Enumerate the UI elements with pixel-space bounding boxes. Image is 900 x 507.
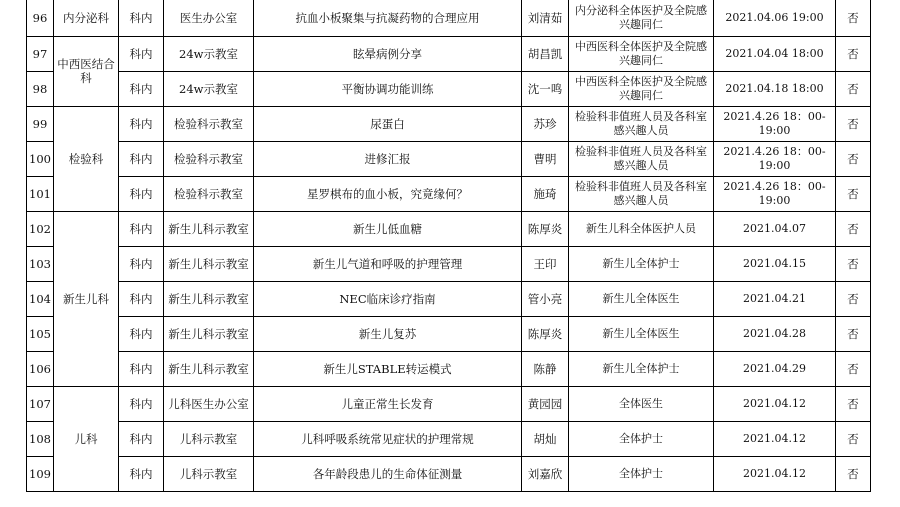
time-cell: 2021.04.04 18:00 bbox=[714, 36, 836, 71]
audience-cell: 检验科非值班人员及各科室感兴趣人员 bbox=[569, 106, 714, 141]
speaker-cell: 管小亮 bbox=[522, 281, 569, 316]
time-cell: 2021.04.18 18:00 bbox=[714, 71, 836, 106]
location-cell: 医生办公室 bbox=[164, 0, 254, 36]
topic-cell: 新生儿低血糖 bbox=[254, 211, 522, 246]
flag-cell: 否 bbox=[836, 176, 871, 211]
table-row bbox=[27, 316, 871, 351]
audience-cell: 新生儿科全体医护人员 bbox=[569, 211, 714, 246]
time-cell: 2021.04.07 bbox=[714, 211, 836, 246]
type-cell: 科内 bbox=[119, 386, 164, 421]
row-number: 107 bbox=[27, 386, 54, 421]
type-cell: 科内 bbox=[119, 246, 164, 281]
speaker-cell: 黄园园 bbox=[522, 386, 569, 421]
department-cell: 儿科 bbox=[54, 386, 119, 491]
topic-cell: 新生儿复苏 bbox=[254, 316, 522, 351]
table-row bbox=[27, 386, 871, 421]
location-cell: 儿科示教室 bbox=[164, 421, 254, 456]
type-cell: 科内 bbox=[119, 211, 164, 246]
time-cell: 2021.04.29 bbox=[714, 351, 836, 386]
audience-cell: 新生儿全体医生 bbox=[569, 316, 714, 351]
table-row bbox=[27, 0, 871, 36]
location-cell: 24w示教室 bbox=[164, 71, 254, 106]
flag-cell: 否 bbox=[836, 106, 871, 141]
time-cell: 2021.04.12 bbox=[714, 456, 836, 491]
row-number: 104 bbox=[27, 281, 54, 316]
speaker-cell: 刘清茹 bbox=[522, 0, 569, 36]
location-cell: 检验科示教室 bbox=[164, 176, 254, 211]
table-row bbox=[27, 351, 871, 386]
topic-cell: 平衡协调功能训练 bbox=[254, 71, 522, 106]
time-cell: 2021.04.06 19:00 bbox=[714, 0, 836, 36]
topic-cell: 星罗棋布的血小板，究竟缘何？ bbox=[254, 176, 522, 211]
topic-cell: 新生儿气道和呼吸的护理管理 bbox=[254, 246, 522, 281]
flag-cell: 否 bbox=[836, 456, 871, 491]
type-cell: 科内 bbox=[119, 316, 164, 351]
audience-cell: 检验科非值班人员及各科室感兴趣人员 bbox=[569, 176, 714, 211]
flag-cell: 否 bbox=[836, 386, 871, 421]
flag-cell: 否 bbox=[836, 71, 871, 106]
flag-cell: 否 bbox=[836, 316, 871, 351]
table-row bbox=[27, 36, 871, 71]
type-cell: 科内 bbox=[119, 456, 164, 491]
type-cell: 科内 bbox=[119, 106, 164, 141]
audience-cell: 新生儿全体医生 bbox=[569, 281, 714, 316]
audience-cell: 全体医生 bbox=[569, 386, 714, 421]
table-row bbox=[27, 211, 871, 246]
type-cell: 科内 bbox=[119, 351, 164, 386]
time-cell: 2021.4.26 18：00-19:00 bbox=[714, 106, 836, 141]
type-cell: 科内 bbox=[119, 281, 164, 316]
audience-cell: 内分泌科全体医护及全院感兴趣同仁 bbox=[569, 0, 714, 36]
row-number: 105 bbox=[27, 316, 54, 351]
flag-cell: 否 bbox=[836, 211, 871, 246]
time-cell: 2021.4.26 18：00-19:00 bbox=[714, 176, 836, 211]
table-row bbox=[27, 176, 871, 211]
location-cell: 新生儿科示教室 bbox=[164, 246, 254, 281]
row-number: 108 bbox=[27, 421, 54, 456]
row-number: 103 bbox=[27, 246, 54, 281]
topic-cell: 尿蛋白 bbox=[254, 106, 522, 141]
speaker-cell: 陈厚炎 bbox=[522, 316, 569, 351]
speaker-cell: 胡灿 bbox=[522, 421, 569, 456]
time-cell: 2021.04.15 bbox=[714, 246, 836, 281]
audience-cell: 新生儿全体护士 bbox=[569, 246, 714, 281]
department-cell: 内分泌科 bbox=[54, 0, 119, 36]
speaker-cell: 施琦 bbox=[522, 176, 569, 211]
location-cell: 新生儿科示教室 bbox=[164, 211, 254, 246]
department-cell: 中西医结合科 bbox=[54, 36, 119, 106]
audience-cell: 全体护士 bbox=[569, 456, 714, 491]
flag-cell: 否 bbox=[836, 281, 871, 316]
location-cell: 24w示教室 bbox=[164, 36, 254, 71]
flag-cell: 否 bbox=[836, 36, 871, 71]
row-number: 101 bbox=[27, 176, 54, 211]
row-number: 102 bbox=[27, 211, 54, 246]
location-cell: 新生儿科示教室 bbox=[164, 281, 254, 316]
speaker-cell: 陈静 bbox=[522, 351, 569, 386]
location-cell: 新生儿科示教室 bbox=[164, 316, 254, 351]
speaker-cell: 沈一鸣 bbox=[522, 71, 569, 106]
audience-cell: 中西医科全体医护及全院感兴趣同仁 bbox=[569, 71, 714, 106]
speaker-cell: 刘嘉欣 bbox=[522, 456, 569, 491]
flag-cell: 否 bbox=[836, 421, 871, 456]
speaker-cell: 曹明 bbox=[522, 141, 569, 176]
flag-cell: 否 bbox=[836, 246, 871, 281]
topic-cell: 新生儿STABLE转运模式 bbox=[254, 351, 522, 386]
training-schedule-table bbox=[26, 0, 871, 492]
row-number: 99 bbox=[27, 106, 54, 141]
topic-cell: 抗血小板聚集与抗凝药物的合理应用 bbox=[254, 0, 522, 36]
row-number: 106 bbox=[27, 351, 54, 386]
time-cell: 2021.04.12 bbox=[714, 386, 836, 421]
type-cell: 科内 bbox=[119, 0, 164, 36]
department-cell: 检验科 bbox=[54, 106, 119, 211]
table-row bbox=[27, 281, 871, 316]
table-row bbox=[27, 141, 871, 176]
type-cell: 科内 bbox=[119, 36, 164, 71]
flag-cell: 否 bbox=[836, 351, 871, 386]
schedule-table-container bbox=[26, 0, 871, 492]
row-number: 96 bbox=[27, 0, 54, 36]
audience-cell: 检验科非值班人员及各科室感兴趣人员 bbox=[569, 141, 714, 176]
time-cell: 2021.4.26 18：00-19:00 bbox=[714, 141, 836, 176]
audience-cell: 全体护士 bbox=[569, 421, 714, 456]
location-cell: 检验科示教室 bbox=[164, 106, 254, 141]
row-number: 98 bbox=[27, 71, 54, 106]
row-number: 100 bbox=[27, 141, 54, 176]
topic-cell: NEC临床诊疗指南 bbox=[254, 281, 522, 316]
time-cell: 2021.04.21 bbox=[714, 281, 836, 316]
audience-cell: 新生儿全体护士 bbox=[569, 351, 714, 386]
flag-cell: 否 bbox=[836, 0, 871, 36]
type-cell: 科内 bbox=[119, 141, 164, 176]
audience-cell: 中西医科全体医护及全院感兴趣同仁 bbox=[569, 36, 714, 71]
topic-cell: 儿童正常生长发育 bbox=[254, 386, 522, 421]
table-row bbox=[27, 456, 871, 491]
location-cell: 儿科医生办公室 bbox=[164, 386, 254, 421]
topic-cell: 眩晕病例分享 bbox=[254, 36, 522, 71]
row-number: 109 bbox=[27, 456, 54, 491]
speaker-cell: 胡昌凯 bbox=[522, 36, 569, 71]
speaker-cell: 王印 bbox=[522, 246, 569, 281]
location-cell: 儿科示教室 bbox=[164, 456, 254, 491]
speaker-cell: 苏珍 bbox=[522, 106, 569, 141]
topic-cell: 各年龄段患儿的生命体征测量 bbox=[254, 456, 522, 491]
table-row bbox=[27, 71, 871, 106]
table-row bbox=[27, 246, 871, 281]
row-number: 97 bbox=[27, 36, 54, 71]
table-body bbox=[27, 0, 871, 491]
time-cell: 2021.04.28 bbox=[714, 316, 836, 351]
flag-cell: 否 bbox=[836, 141, 871, 176]
location-cell: 检验科示教室 bbox=[164, 141, 254, 176]
location-cell: 新生儿科示教室 bbox=[164, 351, 254, 386]
table-row bbox=[27, 106, 871, 141]
type-cell: 科内 bbox=[119, 421, 164, 456]
topic-cell: 儿科呼吸系统常见症状的护理常规 bbox=[254, 421, 522, 456]
type-cell: 科内 bbox=[119, 71, 164, 106]
topic-cell: 进修汇报 bbox=[254, 141, 522, 176]
type-cell: 科内 bbox=[119, 176, 164, 211]
table-row bbox=[27, 421, 871, 456]
time-cell: 2021.04.12 bbox=[714, 421, 836, 456]
speaker-cell: 陈厚炎 bbox=[522, 211, 569, 246]
department-cell: 新生儿科 bbox=[54, 211, 119, 386]
